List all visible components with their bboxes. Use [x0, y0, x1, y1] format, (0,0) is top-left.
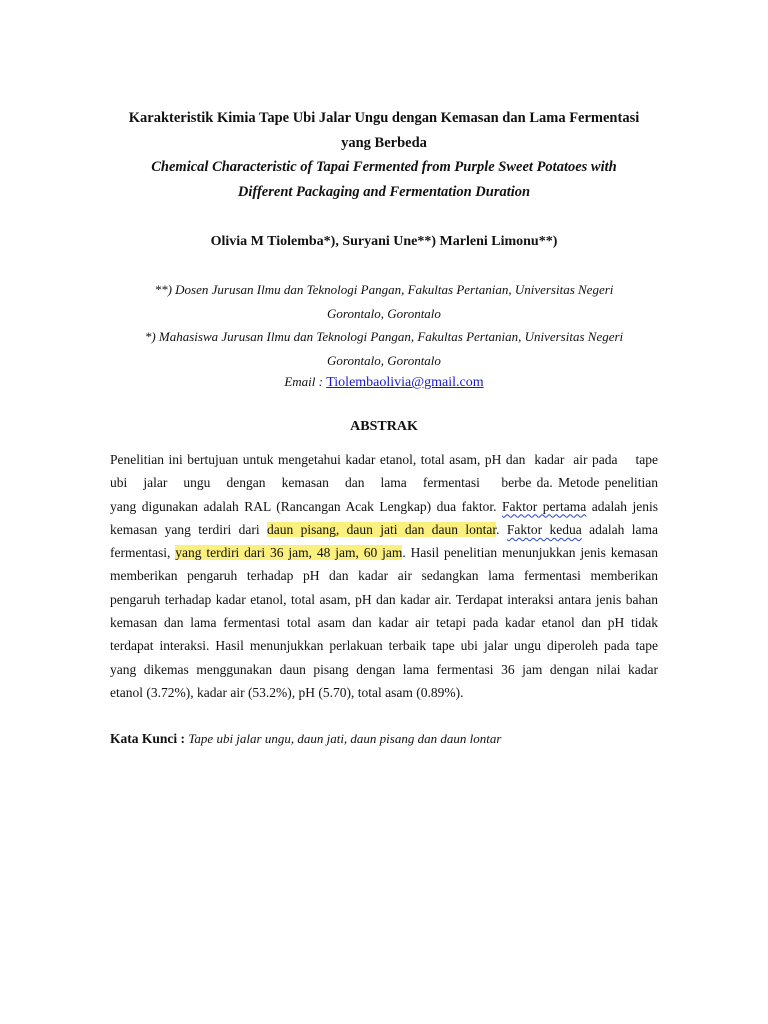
abstract-line: [110, 564, 658, 587]
keywords: [110, 729, 658, 749]
email-link[interactable]: Tiolembaolivia@gmail.com: [326, 375, 484, 390]
abstract-line: [110, 541, 658, 564]
affiliation-student: [100, 325, 668, 372]
abstract-line: [110, 658, 658, 681]
affiliation-lecturers-line-1: **) Dosen Jurusan Ilmu dan Teknologi Pangan, Fakultas Pertanian, Universitas Negeri: [154, 282, 614, 297]
email-line: [100, 372, 668, 393]
keywords-text: Tape ubi jalar ungu, daun jati, daun pisang dan daun lontar: [188, 731, 502, 746]
abstract-text: kemasan yang terdiri dari: [110, 521, 267, 537]
abstract-text: adalah jenis: [586, 498, 658, 514]
affiliation-lecturers-line-2: Gorontalo, Gorontalo: [327, 305, 441, 321]
abstract-body: [110, 448, 658, 704]
abstract-text: fermentasi,: [110, 545, 176, 561]
abstract-line: [110, 518, 658, 541]
keywords-label: Kata Kunci :: [110, 731, 189, 746]
abstract-text: terdapat interaksi. Hasil menunjukkan perlakuan terbaik tape ubi jalar ungu diperoleh pada tape: [110, 638, 658, 654]
abstract-line: [110, 448, 658, 471]
highlighted-text-duration: yang terdiri dari 36 jam, 48 jam, 60 jam: [175, 545, 403, 561]
affiliation-student-line-1: *) Mahasiswa Jurusan Ilmu dan Teknologi Pangan, Fakultas Pertanian, Universitas Negeri: [144, 329, 624, 344]
abstract-text: ubi jalar ungu dengan kemasan dan lama fermentasi berbe da. Metode penelitian: [110, 475, 658, 491]
title-indonesian-line-2: yang Berbeda: [341, 135, 427, 151]
title-indonesian: [100, 106, 668, 156]
abstract-heading: ABSTRAK: [350, 419, 418, 434]
annotated-text-faktor-kedua: Faktor kedua: [506, 521, 582, 537]
abstract-text: pengaruh terhadap kadar etanol, total asam, pH dan kadar air. Terdapat interaksi antara jenis bahan: [110, 591, 658, 607]
abstract-line: [110, 634, 658, 657]
abstract-line: [110, 495, 658, 518]
abstract-text: adalah lama: [581, 521, 659, 537]
title-english-line-1: Chemical Characteristic of Tapai Fermented from Purple Sweet Potatoes with: [151, 159, 617, 175]
abstract-text: .: [496, 521, 507, 537]
abstract-text: Penelitian ini bertujuan untuk mengetahui kadar etanol, total asam, pH dan kadar air pada tape: [110, 452, 658, 467]
affiliation-lecturers: [100, 278, 668, 325]
title-indonesian-line-1: Karakteristik Kimia Tape Ubi Jalar Ungu dengan Kemasan dan Lama Fermentasi: [128, 110, 640, 126]
highlighted-text-packaging: daun pisang, daun jati dan daun lontar: [267, 521, 497, 537]
abstract-line: [110, 588, 658, 611]
abstract-text: . Hasil penelitian menunjukkan jenis kemasan: [402, 545, 658, 561]
affiliation-student-line-2: Gorontalo, Gorontalo: [327, 352, 441, 368]
abstract-line: [110, 611, 658, 634]
abstract-text: yang dikemas menggunakan daun pisang dengan lama fermentasi 36 jam dengan nilai kadar: [110, 661, 658, 677]
email-label: Email :: [284, 374, 327, 389]
annotated-text-faktor-pertama: Faktor pertama: [502, 498, 587, 514]
abstract-line: [110, 681, 658, 704]
author-list: Olivia M Tiolemba*), Suryani Une**) Marleni Limonu**): [210, 234, 558, 249]
title-english: [100, 155, 668, 205]
abstract-text: kemasan dan lama fermentasi total asam dan kadar air tetapi pada kadar etanol dan pH tidak: [110, 615, 658, 631]
abstract-text: memberikan pengaruh terhadap pH dan kadar air sedangkan lama fermentasi memberikan: [110, 568, 658, 584]
abstract-line: [110, 471, 658, 494]
abstract-text: yang digunakan adalah RAL (Rancangan Acak Lengkap) dua faktor.: [110, 498, 503, 514]
abstract-text: etanol (3.72%), kadar air (53.2%), pH (5.70), total asam (0.89%).: [110, 684, 464, 700]
title-english-line-2: Different Packaging and Fermentation Duration: [237, 184, 531, 200]
